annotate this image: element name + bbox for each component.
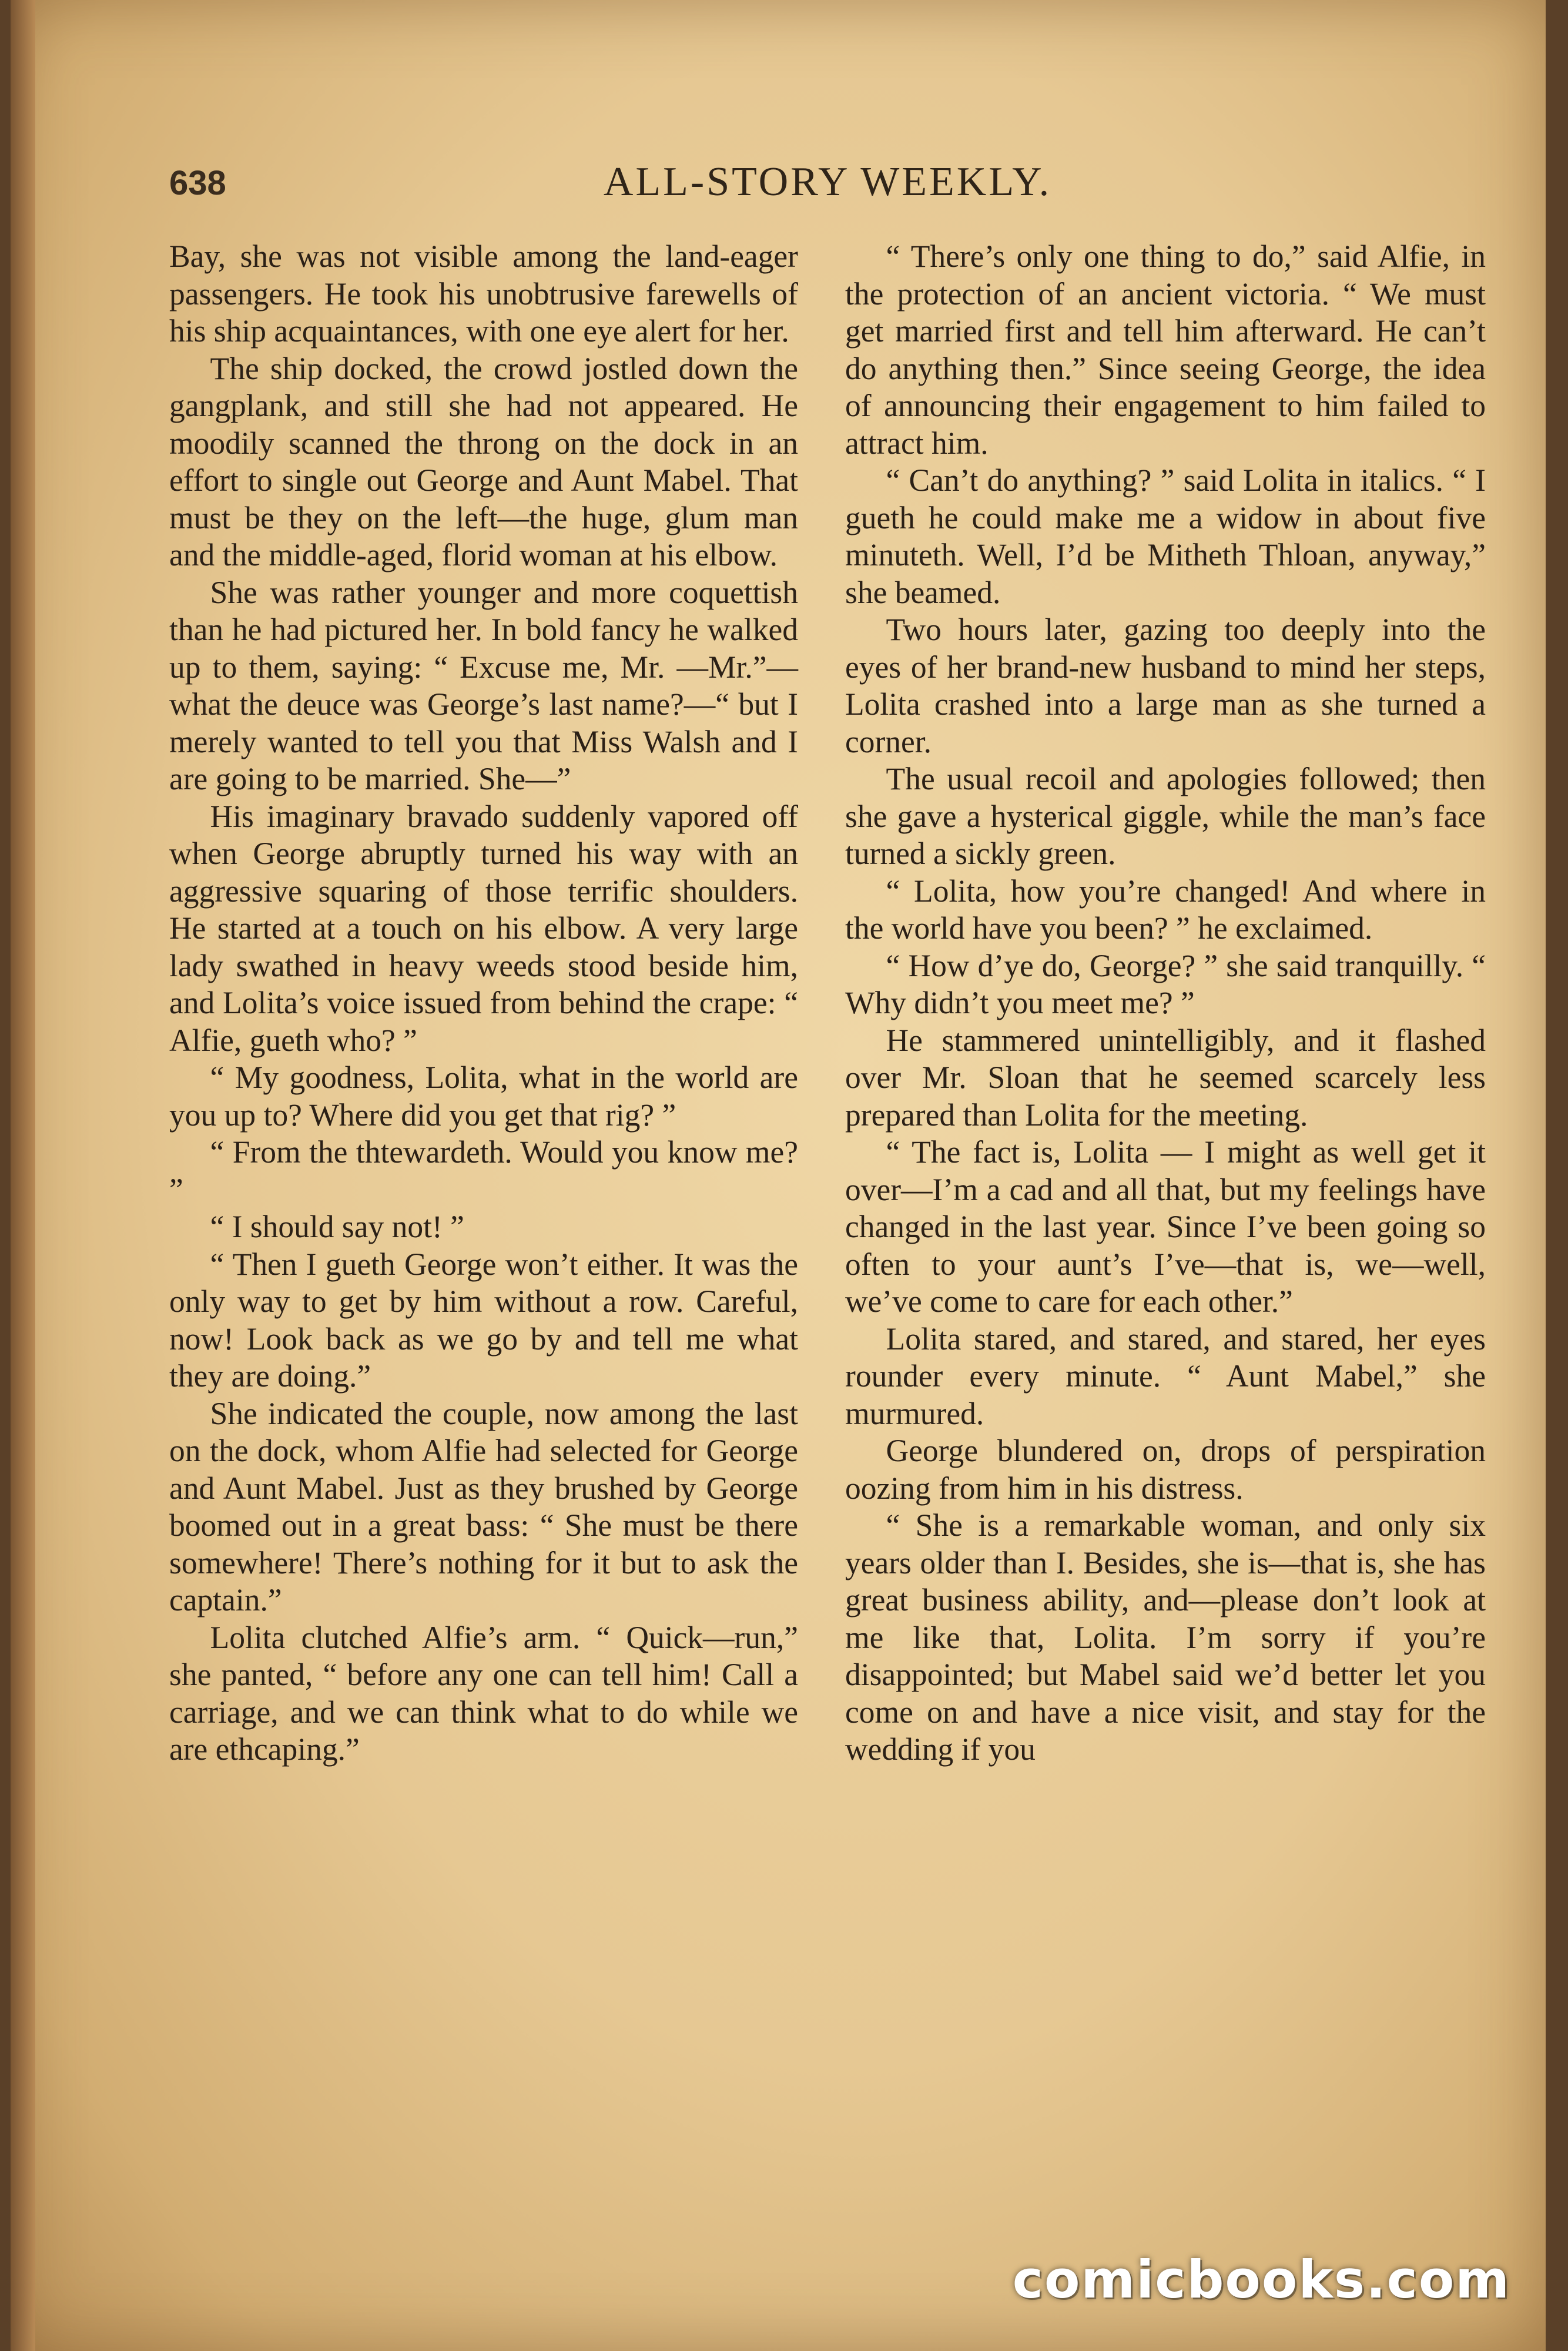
right-column <box>845 238 1486 1769</box>
magazine-page <box>11 0 1546 2351</box>
paragraph: The usual recoil and apologies followed; then she gave a hysterical giggle, while the man’s face turned a sickly green. <box>845 761 1486 871</box>
page-header <box>169 159 1486 212</box>
paragraph: George blundered on, drops of perspiration oozing from him in his distress. <box>845 1433 1486 1506</box>
paragraph: “ My goodness, Lolita, what in the world are you up to? Where did you get that rig? ” <box>169 1060 798 1133</box>
left-column <box>169 238 798 1769</box>
paragraph: Two hours later, gazing too deeply into the eyes of her brand-new husband to mind her steps, Lolita crashed into a large man as she turned a corner. <box>845 612 1486 759</box>
paragraph: His imaginary bravado suddenly vapored off when George abruptly turned his way with an aggressive squaring of those terrific shoulders. He started at a touch on his elbow. A very large lady swathed in heavy weeds stood beside him, and Lolita’s voice issued from behind the crape: “ Alfie, gueth who? ” <box>169 798 798 1058</box>
paragraph: Lolita clutched Alfie’s arm. “ Quick—run,” she panted, “ before any one can tell him! Call a carriage, and we can think what to do while we are ethcaping.” <box>169 1619 798 1767</box>
paragraph: “ Then I gueth George won’t either. It was the only way to get by him without a row. Careful, now! Look back as we go by and tell me what they are doing.” <box>169 1246 798 1394</box>
paragraph: She was rather younger and more coquettish than he had pictured her. In bold fancy he walked up to them, saying: “ Excuse me, Mr. —Mr.”—what the deuce was George’s last name?—“ but I merely wanted to tell you that Miss Walsh and I are going to be married. She—” <box>169 574 798 796</box>
paragraph: “ The fact is, Lolita — I might as well get it over—I’m a cad and all that, but my feelings have changed in the last year. Since I’ve been going so often to your aunt’s I’ve—that is, we—well, we’ve come to care for each other.” <box>845 1134 1486 1319</box>
running-head: ALL-STORY WEEKLY. <box>603 159 1052 205</box>
paragraph: He stammered unintelligibly, and it flashed over Mr. Sloan that he seemed scarcely less prepared than Lolita for the meeting. <box>845 1022 1486 1133</box>
paragraph: Lolita stared, and stared, and stared, her eyes rounder every minute. “ Aunt Mabel,” she murmured. <box>845 1321 1486 1431</box>
watermark-text: comicbooks.com <box>1012 2249 1510 2310</box>
paragraph: She indicated the couple, now among the last on the dock, whom Alfie had selected for George and Aunt Mabel. Just as they brushed by George boomed out in a great bass: “ She must be there somewhere! There’s nothing for it but to ask the captain.” <box>169 1395 798 1617</box>
paragraph: “ How d’ye do, George? ” she said tranquilly. “ Why didn’t you meet me? ” <box>845 947 1486 1020</box>
paragraph: The ship docked, the crowd jostled down the gangplank, and still she had not appeared. He moodily scanned the throng on the dock in an effort to single out George and Aunt Mabel. That must be they on the left—the huge, glum man and the middle-aged, florid woman at his elbow. <box>169 350 798 572</box>
paragraph: “ From the thtewardeth. Would you know me? ” <box>169 1134 798 1207</box>
paragraph: “ Can’t do anything? ” said Lolita in italics. “ I gueth he could make me a widow in about five minuteth. Well, I’d be Mitheth Thloan, anyway,” she beamed. <box>845 463 1486 610</box>
paragraph: Bay, she was not visible among the land-eager passengers. He took his unobtrusive farewells of his ship acquaintances, with one eye alert for her. <box>169 239 798 349</box>
page-binding-edge <box>11 0 35 2351</box>
paragraph: “ I should say not! ” <box>210 1209 464 1244</box>
page-number: 638 <box>169 164 226 202</box>
paragraph: “ She is a remarkable woman, and only six years older than I. Besides, she is—that is, she has great business ability, and—please don’t look at me like that, Lolita. I’m sorry if you’re disappointed; but Mabel said we’d better let you come on and have a nice visit, and stay for the wedding if you <box>845 1508 1486 1767</box>
paragraph: “ Lolita, how you’re changed! And where in the world have you been? ” he exclaimed. <box>845 873 1486 946</box>
paragraph: “ There’s only one thing to do,” said Alfie, in the protection of an ancient victoria. “ We must get married first and tell him afterward. He can’t do anything then.” Since seeing George, the idea of announcing their engagement to him failed to attract him. <box>845 239 1486 461</box>
